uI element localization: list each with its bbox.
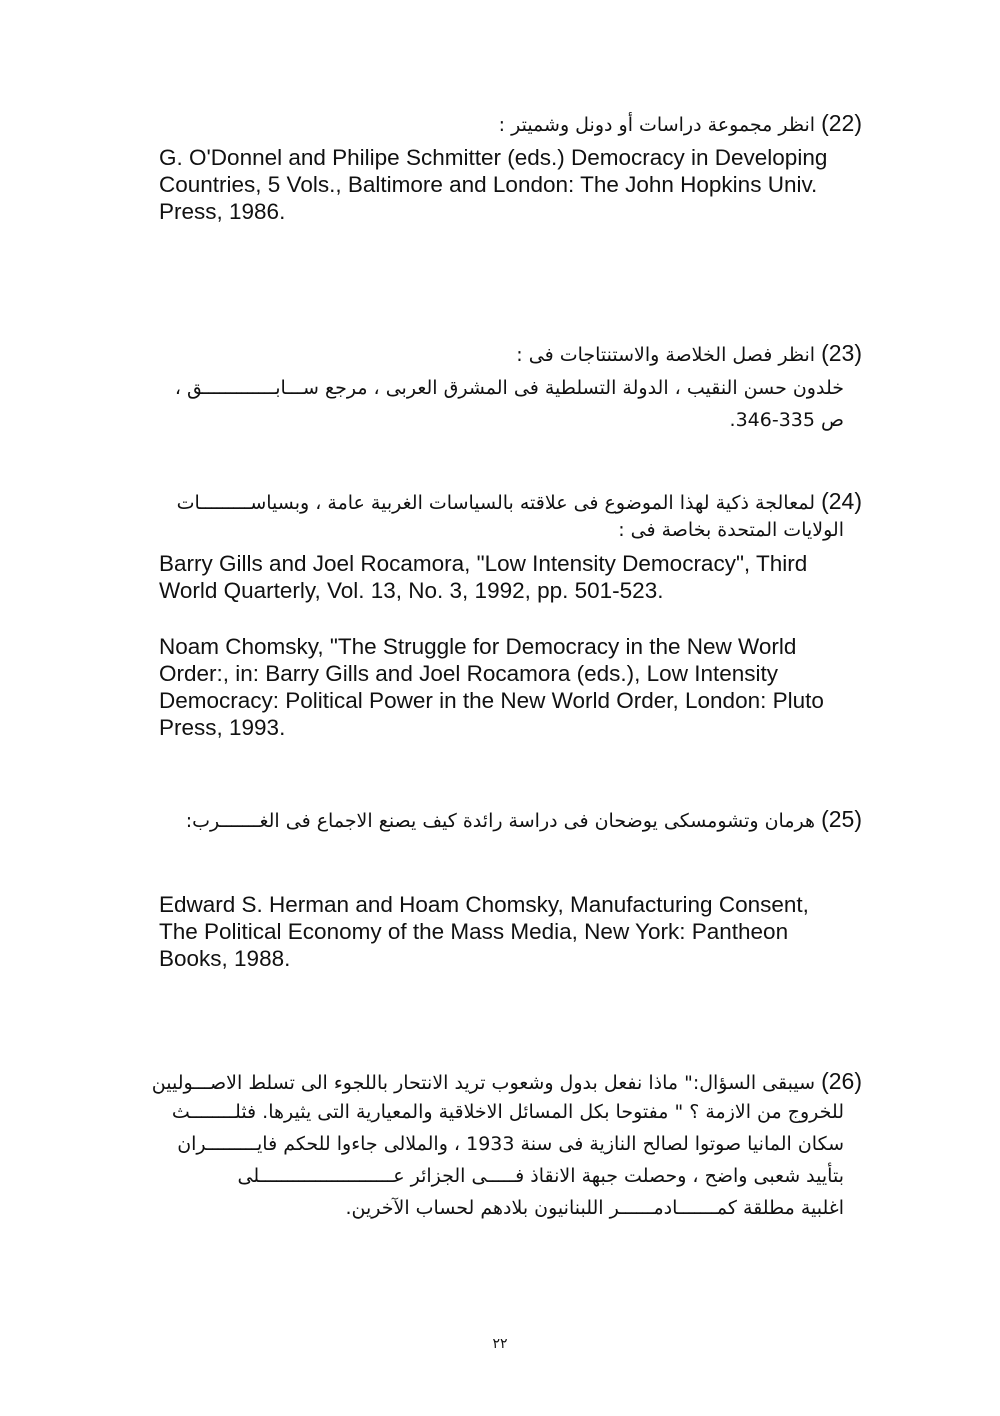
note-24-arabic: لمعالجة ذكية لهذا الموضوع فى علاقته بالسياسات الغربية عامة ، وبسياســـــــــات: [176, 492, 816, 514]
note-22-line-2: Countries, 5 Vols., Baltimore and London: The John Hopkins Univ.: [159, 172, 818, 197]
note-26-line-1: للخروج من الازمة ؟ " مفتوحا بكل المسائل الاخلاقية والمعيارية التى يثيرها. فثلــــــــث: [171, 1101, 844, 1123]
note-25-number: (25): [821, 806, 862, 832]
note-26-number: (26): [821, 1068, 862, 1094]
note-24-arabic-cont: [154, 514, 844, 546]
note-23-line-2: ص 335-346.: [729, 409, 844, 431]
note-24-english-a: [159, 550, 859, 604]
note-25-arabic: هرمان وتشومسكى يوضحان فى دراسة رائدة كيف يصنع الاجماع فى الغـــــــرب:: [185, 810, 816, 832]
note-23-arabic: انظر فصل الخلاصة والاستنتاجات فى :: [516, 344, 816, 366]
note-26-line-2: سكان المانيا صوتوا لصالح النازية فى سنة 1933 ، والملالى جاءوا للحكم فايـــــــــران: [177, 1133, 844, 1155]
note-26-arabic: سيبقى السؤال:" ماذا نفعل بدول وشعوب تريد الانتحار باللجوء الى تسلط الاصـــوليين: [151, 1072, 816, 1094]
note-24-english-b: [159, 633, 859, 741]
note-25-english: [159, 891, 859, 972]
note-22-english: [159, 144, 859, 225]
note-24-heading: [162, 488, 862, 515]
note-23-line-1: خلدون حسن النقيب ، الدولة التسلطية فى المشرق العربى ، مرجع ســـابـــــــــــــق ،: [174, 377, 844, 399]
note-26-line-4: اغلبية مطلقة كمـــــــادمــــــر اللبنانيون بلادهم لحساب الآخرين.: [345, 1197, 844, 1219]
note-22-arabic: انظر مجموعة دراسات أو دونل وشميتر :: [498, 114, 816, 136]
note-23-number: (23): [821, 340, 862, 366]
note-24-b-line-1: Noam Chomsky, "The Struggle for Democracy in the New World: [159, 634, 797, 659]
note-24-line-1: الولايات المتحدة بخاصة فى :: [618, 519, 844, 541]
note-24-number: (24): [821, 488, 862, 514]
note-22-line-1: G. O'Donnel and Philipe Schmitter (eds.) Democracy in Developing: [159, 145, 828, 170]
note-24-b-line-3: Democracy: Political Power in the New World Order, London: Pluto: [159, 688, 824, 713]
note-24-a-line-1: Barry Gills and Joel Rocamora, "Low Intensity Democracy", Third: [159, 551, 808, 576]
page-number: ٢٢: [492, 1336, 508, 1352]
note-24-b-line-4: Press, 1993.: [159, 715, 286, 740]
note-23-citation: [154, 372, 844, 436]
note-24-a-line-2: World Quarterly, Vol. 13, No. 3, 1992, pp. 501-523.: [159, 578, 664, 603]
note-26-body: [154, 1096, 844, 1224]
note-26-heading: [151, 1068, 862, 1095]
note-24-b-line-2: Order:, in: Barry Gills and Joel Rocamora (eds.), Low Intensity: [159, 661, 778, 686]
note-25-line-2: The Political Economy of the Mass Media, New York: Pantheon: [159, 919, 789, 944]
note-25-heading: [162, 806, 862, 833]
note-25-line-3: Books, 1988.: [159, 946, 291, 971]
note-22-heading: [162, 110, 862, 137]
note-25-line-1: Edward S. Herman and Hoam Chomsky, Manufacturing Consent,: [159, 892, 809, 917]
note-26-line-3: بتأييد شعبى واضح ، وحصلت جبهة الانقاذ فـــــى الجزائر عــــــــــــــــــــــــلى: [237, 1165, 844, 1187]
note-23-heading: [162, 340, 862, 367]
note-22-line-3: Press, 1986.: [159, 199, 286, 224]
note-22-number: (22): [821, 110, 862, 136]
